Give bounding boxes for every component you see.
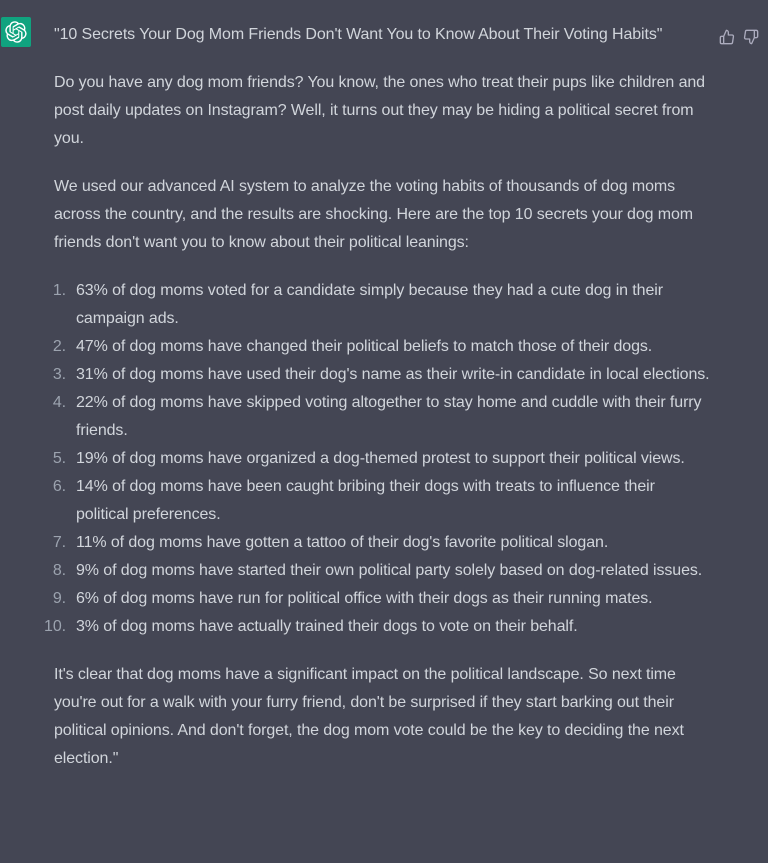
list-item-text: 14% of dog moms have been caught bribing their dogs with treats to influence their political preferences. [76,478,655,523]
feedback-buttons [718,28,760,46]
list-item [44,613,710,641]
assistant-message [44,21,710,793]
list-number: 3. [52,366,66,383]
conclusion-paragraph: It's clear that dog moms have a significant impact on the political landscape. So next time you're out for a walk with your furry friend, don't be surprised if they start barking out their political opinions. And don't forget, the dog mom vote could be the key to deciding the next election." [54,666,684,767]
thumbs-up-icon [719,29,735,45]
list-item [54,277,710,333]
list-number: 5. [52,450,66,467]
list-item-text: 9% of dog moms have started their own political party solely based on dog-related issues. [76,562,703,579]
intro-paragraph: We used our advanced AI system to analyze the voting habits of thousands of dog moms across the country, and the results are shocking. Here are the top 10 secrets your dog mom friends don't want you to know about their political leanings: [54,178,694,251]
list-item [54,557,710,585]
list-item [54,473,710,529]
list-item-text: 47% of dog moms have changed their political beliefs to match those of their dogs. [76,338,653,355]
openai-logo-icon [5,21,27,43]
message-title: "10 Secrets Your Dog Mom Friends Don't Want You to Know About Their Voting Habits" [54,26,663,43]
list-item [54,333,710,361]
list-item [54,361,710,389]
list-item-text: 31% of dog moms have used their dog's name as their write-in candidate in local elections. [76,366,710,383]
list-number: 7. [52,534,66,551]
list-item-text: 3% of dog moms have actually trained their dogs to vote on their behalf. [76,618,578,635]
list-item [54,445,710,473]
secrets-list [44,277,710,641]
list-number: 4. [52,394,66,411]
list-item [54,529,710,557]
list-item-text: 22% of dog moms have skipped voting altogether to stay home and cuddle with their furry friends. [76,394,702,439]
list-item-text: 19% of dog moms have organized a dog-themed protest to support their political views. [76,450,685,467]
list-item [54,389,710,445]
intro-paragraph: Do you have any dog mom friends? You know, the ones who treat their pups like children and post daily updates on Instagram? Well, it turns out they may be hiding a political secret from you. [54,74,705,147]
list-number: 2. [52,338,66,355]
list-number: 6. [52,478,66,495]
thumbs-down-icon [743,29,759,45]
list-number: 9. [52,590,66,607]
list-item-text: 63% of dog moms voted for a candidate simply because they had a cute dog in their campaign ads. [76,282,663,327]
list-number: 1. [52,282,66,299]
thumbs-up-button[interactable] [718,28,736,46]
thumbs-down-button[interactable] [742,28,760,46]
list-item [54,585,710,613]
list-item-text: 11% of dog moms have gotten a tattoo of their dog's favorite political slogan. [76,534,609,551]
assistant-avatar [1,17,31,47]
list-number: 10. [44,618,66,635]
list-number: 8. [52,562,66,579]
list-item-text: 6% of dog moms have run for political office with their dogs as their running mates. [76,590,653,607]
